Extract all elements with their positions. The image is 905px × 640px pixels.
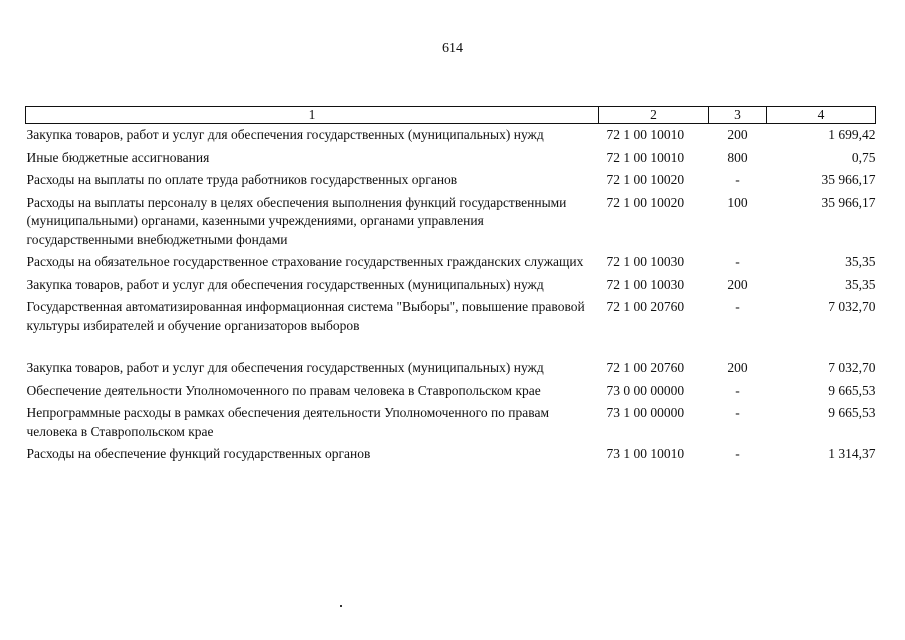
column-header-2: 2 [599,107,709,124]
column-header-3: 3 [709,107,767,124]
table-header-row [26,107,876,124]
table-row [26,274,876,297]
row-kind: 200 [727,360,748,375]
row-kind: - [735,405,740,420]
row-name: Непрограммные расходы в рамках обеспечения деятельности Уполномоченного по правам человека в Ставропольском крае [26,405,549,439]
row-code: 73 0 00 00000 [606,382,685,398]
column-header-1: 1 [26,107,599,124]
row-sum: 7 032,70 [828,360,876,375]
row-code: 73 1 00 00000 [606,405,685,420]
row-code: 73 1 00 10010 [606,446,685,461]
row-sum: 0,75 [851,149,876,165]
table-row [26,402,876,443]
row-code: 72 1 00 20760 [606,299,685,314]
row-name: Расходы на выплаты по оплате труда работников государственных органов [26,172,458,187]
row-code: 72 1 00 20760 [606,360,685,375]
row-kind: 800 [727,149,748,165]
scan-speck [340,605,342,607]
row-kind: 200 [727,276,748,292]
row-sum: 1 314,37 [828,446,876,461]
row-sum: 35,35 [845,276,876,292]
row-name: Расходы на обеспечение функций государственных органов [26,446,371,461]
table-row [26,357,876,380]
row-kind: - [735,299,740,314]
table-row [26,192,876,252]
row-sum: 7 032,70 [828,299,876,314]
row-kind: 100 [727,194,748,210]
table-row [26,169,876,192]
table-row [26,251,876,274]
row-sum: 9 665,53 [828,382,876,398]
table-row [26,443,876,466]
budget-table [25,106,876,466]
row-kind: - [735,172,740,187]
row-name: Иные бюджетные ассигнования [26,149,210,165]
row-name: Обеспечение деятельности Уполномоченного по правам человека в Ставропольском крае [26,382,541,398]
row-sum: 35 966,17 [821,194,876,210]
row-name: Закупка товаров, работ и услуг для обеспечения государственных (муниципальных) нужд [26,276,544,292]
row-code: 72 1 00 10010 [606,149,685,165]
row-sum: 9 665,53 [828,405,876,420]
row-name: Расходы на выплаты персоналу в целях обеспечения выполнения функций государственными (муниципальными) органами, казенными учреждениями, органами управления государственными внебюджетными фондами [26,194,567,247]
row-code: 72 1 00 10020 [606,194,685,210]
row-code: 72 1 00 10020 [606,172,685,187]
table-row [26,147,876,170]
row-kind: - [735,382,740,398]
row-code: 72 1 00 10010 [606,127,685,142]
table-row [26,380,876,403]
row-kind: 200 [727,127,748,142]
row-code: 72 1 00 10030 [606,276,685,292]
row-name: Расходы на обязательное государственное страхование государственных гражданских служащих [26,254,584,269]
table-row [26,124,876,147]
column-header-4: 4 [767,107,876,124]
row-sum: 35 966,17 [821,172,876,187]
row-code: 72 1 00 10030 [606,254,685,269]
row-kind: - [735,446,740,461]
page-number: 614 [442,41,463,56]
row-kind: - [735,254,740,269]
row-name: Закупка товаров, работ и услуг для обеспечения государственных (муниципальных) нужд [26,360,544,375]
row-name: Государственная автоматизированная информационная система "Выборы", повышение правовой культуры избирателей и обучение организаторов выборов [26,299,585,333]
row-sum: 1 699,42 [828,127,876,142]
row-name: Закупка товаров, работ и услуг для обеспечения государственных (муниципальных) нужд [26,127,544,142]
row-sum: 35,35 [845,254,876,269]
table-row [26,296,876,357]
